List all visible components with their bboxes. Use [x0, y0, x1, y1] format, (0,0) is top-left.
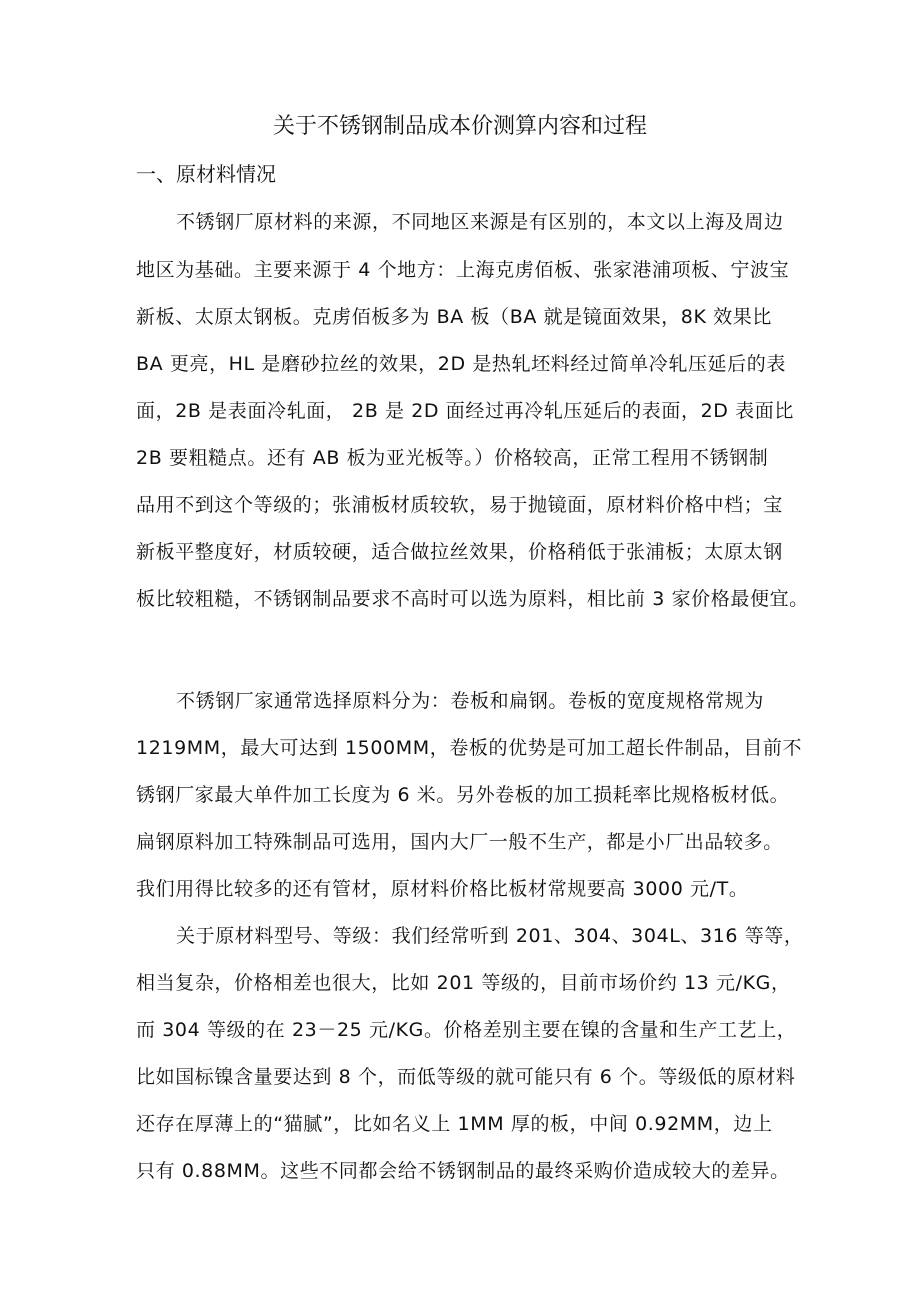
paragraph-3-line-5: 还存在厚薄上的“猫腻”，比如名义上 1MM 厚的板，中间 0.92MM，边上 [136, 1113, 773, 1135]
paragraph-3-line-4: 比如国标镍含量要达到 8 个，而低等级的就可能只有 6 个。等级低的原材料 [136, 1066, 796, 1088]
section-heading: 一、原材料情况 [136, 162, 276, 186]
paragraph-1-line-3: 新板、太原太钢板。克虏佰板多为 BA 板（BA 就是镜面效果，8K 效果比 [136, 306, 772, 328]
paragraph-1-line-2: 地区为基础。主要来源于 4 个地方：上海克虏佰板、张家港浦项板、宁波宝 [136, 259, 790, 281]
paragraph-3-line-2: 相当复杂，价格相差也很大，比如 201 等级的，目前市场价约 13 元/KG， [136, 972, 791, 994]
paragraph-1-line-5: 面，2B 是表面冷轧面， 2B 是 2D 面经过再冷轧压延后的表面，2D 表面比 [136, 400, 794, 422]
paragraph-1-line-7: 品用不到这个等级的；张浦板材质较软，易于抛镜面，原材料价格中档；宝 [136, 494, 783, 516]
paragraph-3-line-1: 关于原材料型号、等级：我们经常听到 201、304、304L、316 等等， [176, 925, 804, 947]
paragraph-1-line-8: 新板平整度好，材质较硬，适合做拉丝效果，价格稍低于张浦板；太原太钢 [136, 541, 783, 563]
paragraph-2-line-5: 我们用得比较多的还有管材，原材料价格比板材常规要高 3000 元/T。 [136, 878, 749, 900]
paragraph-1-line-1: 不锈钢厂原材料的来源，不同地区来源是有区别的，本文以上海及周边 [176, 211, 784, 233]
paragraph-2-line-1: 不锈钢厂家通常选择原料分为：卷板和扁钢。卷板的宽度规格常规为 [176, 690, 765, 712]
paragraph-1-line-6: 2B 要粗糙点。还有 AB 板为亚光板等。）价格较高，正常工程用不锈钢制 [136, 447, 769, 469]
paragraph-1-line-4: BA 更亮，HL 是磨砂拉丝的效果，2D 是热轧坯料经过简单冷轧压延后的表 [136, 353, 786, 375]
paragraph-2-line-4: 扁钢原料加工特殊制品可选用，国内大厂一般不生产，都是小厂出品较多。 [136, 831, 783, 853]
document-title: 关于不锈钢制品成本价测算内容和过程 [272, 114, 647, 139]
paragraph-3-line-3: 而 304 等级的在 23－25 元/KG。价格差别主要在镍的含量和生产工艺上， [136, 1019, 797, 1041]
paragraph-2-line-2: 1219MM，最大可达到 1500MM，卷板的优势是可加工超长件制品，目前不 [136, 737, 803, 759]
paragraph-2-line-3: 锈钢厂家最大单件加工长度为 6 米。另外卷板的加工损耗率比规格板材低。 [136, 784, 790, 806]
paragraph-3-line-6: 只有 0.88MM。这些不同都会给不锈钢制品的最终采购价造成较大的差异。 [136, 1160, 790, 1182]
paragraph-1-line-9: 板比较粗糙，不锈钢制品要求不高时可以选为原料，相比前 3 家价格最便宜。 [136, 588, 809, 610]
